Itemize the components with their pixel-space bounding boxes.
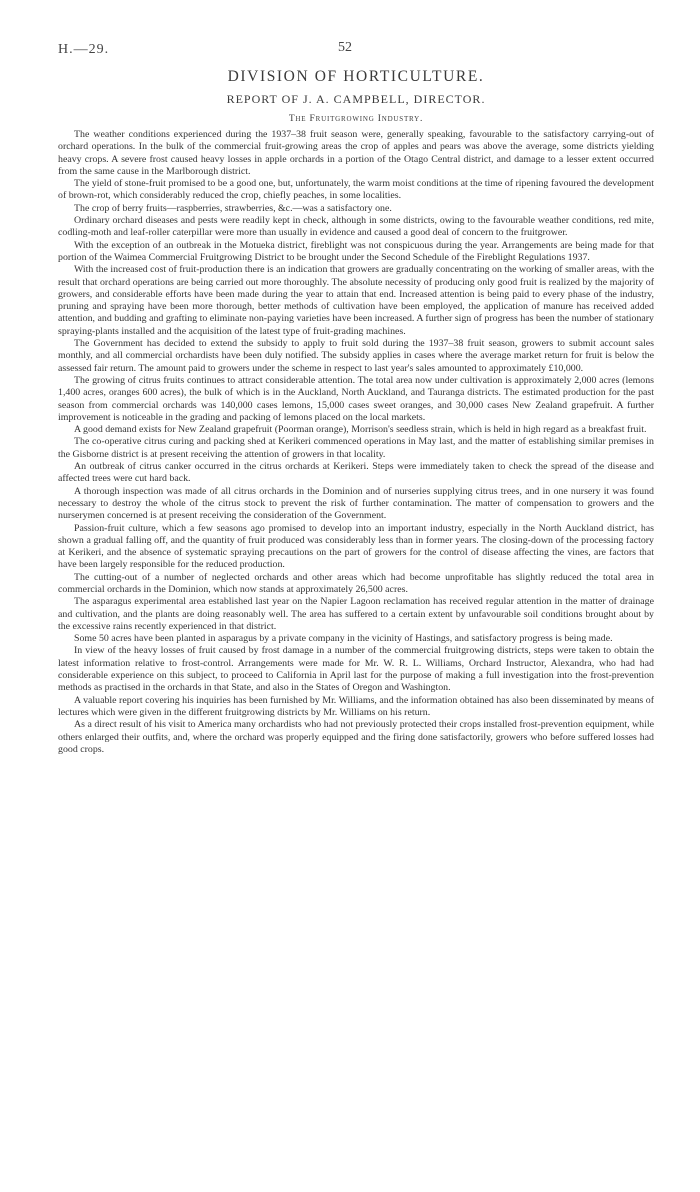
paragraph: The growing of citrus fruits continues to attract considerable attention. The total area now under cultivation is approximately 2,000 acres (lemons 1,400 acres, oranges 600 acres), the bulk of which is in the Auckland, North Auckland, and Tauranga districts. The estimated production for the past season from commercial orchards was 140,000 cases lemons, 15,000 cases sweet oranges, and 30,000 cases New Zealand grapefruit. A further improvement is noticeable in the grading and packing of lemons placed on the local markets.	[58, 374, 654, 423]
paragraph: The cutting-out of a number of neglected orchards and other areas which had become unprofitable has slightly reduced the total area in commercial orchards in the Dominion, which now stands at approximately 26,500 acres.	[58, 571, 654, 595]
paragraph: With the exception of an outbreak in the Motueka district, fireblight was not conspicuous during the year. Arrangements are being made for that portion of the Waimea Commercial Fruitgrowing District to be brought under the Second Schedule of the Fireblight Regulations 1937.	[58, 239, 654, 263]
document-page	[58, 38, 654, 756]
paragraph: Passion-fruit culture, which a few seasons ago promised to develop into an important industry, especially in the North Auckland district, has shown a gradual falling off, and the quantity of fruit produced was considerably less than in former years. The closing-down of the processing factory at Kerikeri, and the absence of systematic spraying precautions on the part of growers for the control of disease affecting the vines, are factors that have been largely responsible for the reduced production.	[58, 522, 654, 571]
document-reference: H.—29.	[58, 42, 110, 57]
page-title: DIVISION OF HORTICULTURE.	[227, 68, 485, 85]
paragraph: A good demand exists for New Zealand grapefruit (Poorman orange), Morrison's seedless strain, which is held in high regard as a breakfast fruit.	[74, 424, 647, 436]
paragraph: With the increased cost of fruit-production there is an indication that growers are gradually concentrating on the working of smaller areas, with the result that orchard operations are being carried out more thoroughly. The absolute necessity of producing only good fruit is realized by the majority of growers, and considerable efforts have been made during the year to attain that end. Increased attention is being paid to every phase of the industry, pruning and spraying have been more thorough, better methods of cultivation have been employed, the application of manure has received added attention, and budding and grafting to eliminate non-paying varieties have been increased. A further sign of progress has been the number of stationary spraying-plants installed and the acquisition of the latest type of fruit-grading machines.	[58, 264, 654, 337]
report-subtitle: REPORT OF J. A. CAMPBELL, DIRECTOR.	[226, 92, 486, 106]
paragraph: The Government has decided to extend the subsidy to apply to fruit sold during the 1937–38 fruit season, growers to submit account sales monthly, and all commercial orchardists have been duly notified. The subsidy applies in cases where the average market return for fruit is below the assessed fair return. The amount paid to growers under the scheme in respect to last year's sales amounted to approximately £10,000.	[58, 338, 654, 374]
section-heading: The Fruitgrowing Industry.	[288, 114, 424, 124]
paragraph: A thorough inspection was made of all citrus orchards in the Dominion and of nurseries supplying citrus trees, and in one nursery it was found necessary to destroy the whole of the citrus stock to prevent the risk of further contamination. The matter of compensation to growers and the nurserymen concerned is at present receiving the consideration of the Government.	[58, 485, 654, 522]
paragraph: An outbreak of citrus canker occurred in the citrus orchards at Kerikeri. Steps were immediately taken to check the spread of the disease and affected trees were cut hard back.	[58, 461, 654, 485]
paragraph: The co-operative citrus curing and packing shed at Kerikeri commenced operations in May last, and the matter of establishing similar premises in the Gisborne district is at present receiving the attention of growers in that locality.	[58, 436, 654, 460]
paragraph: Some 50 acres have been planted in asparagus by a private company in the vicinity of Hastings, and satisfactory progress is being made.	[74, 633, 613, 645]
report-body	[58, 129, 654, 756]
paragraph: A valuable report covering his inquiries has been furnished by Mr. Williams, and the information obtained has also been disseminated by means of lectures which were given in the different fruitgrowing districts by Mr. Williams on his return.	[58, 694, 654, 718]
paragraph: The asparagus experimental area established last year on the Napier Lagoon reclamation has received regular attention in the matter of drainage and cultivation, and the plants are doing reasonably well. The area has suffered to a certain extent by unfavourable soil conditions brought about by the excessive rains recently experienced in that district.	[58, 596, 654, 632]
paragraph: The crop of berry fruits—raspberries, strawberries, &c.—was a satisfactory one.	[74, 202, 392, 214]
page-number: 52	[338, 40, 352, 55]
paragraph: Ordinary orchard diseases and pests were readily kept in check, although in some districts, owing to the favourable weather conditions, red mite, codling-moth and leaf-roller caterpillar were more than usually in evidence and caused a good deal of concern to the fruitgrower.	[58, 215, 654, 239]
page-header	[58, 38, 654, 62]
paragraph: The yield of stone-fruit promised to be a good one, but, unfortunately, the warm moist conditions at the time of ripening favoured the development of brown-rot, which considerably reduced the crop, chiefly peaches, in some localities.	[58, 178, 654, 202]
paragraph: As a direct result of his visit to America many orchardists who had not previously protected their crops installed frost-prevention equipment, while others enlarged their outfits, and, where the orchard was properly equipped and the firing done satisfactorily, growers who before suffered losses had good crops.	[58, 719, 654, 755]
paragraph: The weather conditions experienced during the 1937–38 fruit season were, generally speaking, favourable to the satisfactory carrying-out of orchard operations. In the bulk of the commercial fruit-growing areas the crop of apples and pears was above the average, some districts yielding heavy crops. A severe frost caused heavy losses in apple orchards in a portion of the Otago Central district, and damage to a lesser extent occurred from the same cause in the Marlborough district.	[58, 129, 654, 177]
paragraph: In view of the heavy losses of fruit caused by frost damage in a number of the commercial fruitgrowing districts, steps were taken to obtain the latest information relative to frost-control. Arrangements were made for Mr. W. R. L. Williams, Orchard Instructor, Alexandra, who had had considerable experience on this subject, to proceed to California in April last for the purpose of making a full investigation into the frost-prevention methods as practised in the orchards in that State, and also in the States of Oregon and Washington.	[58, 645, 654, 694]
